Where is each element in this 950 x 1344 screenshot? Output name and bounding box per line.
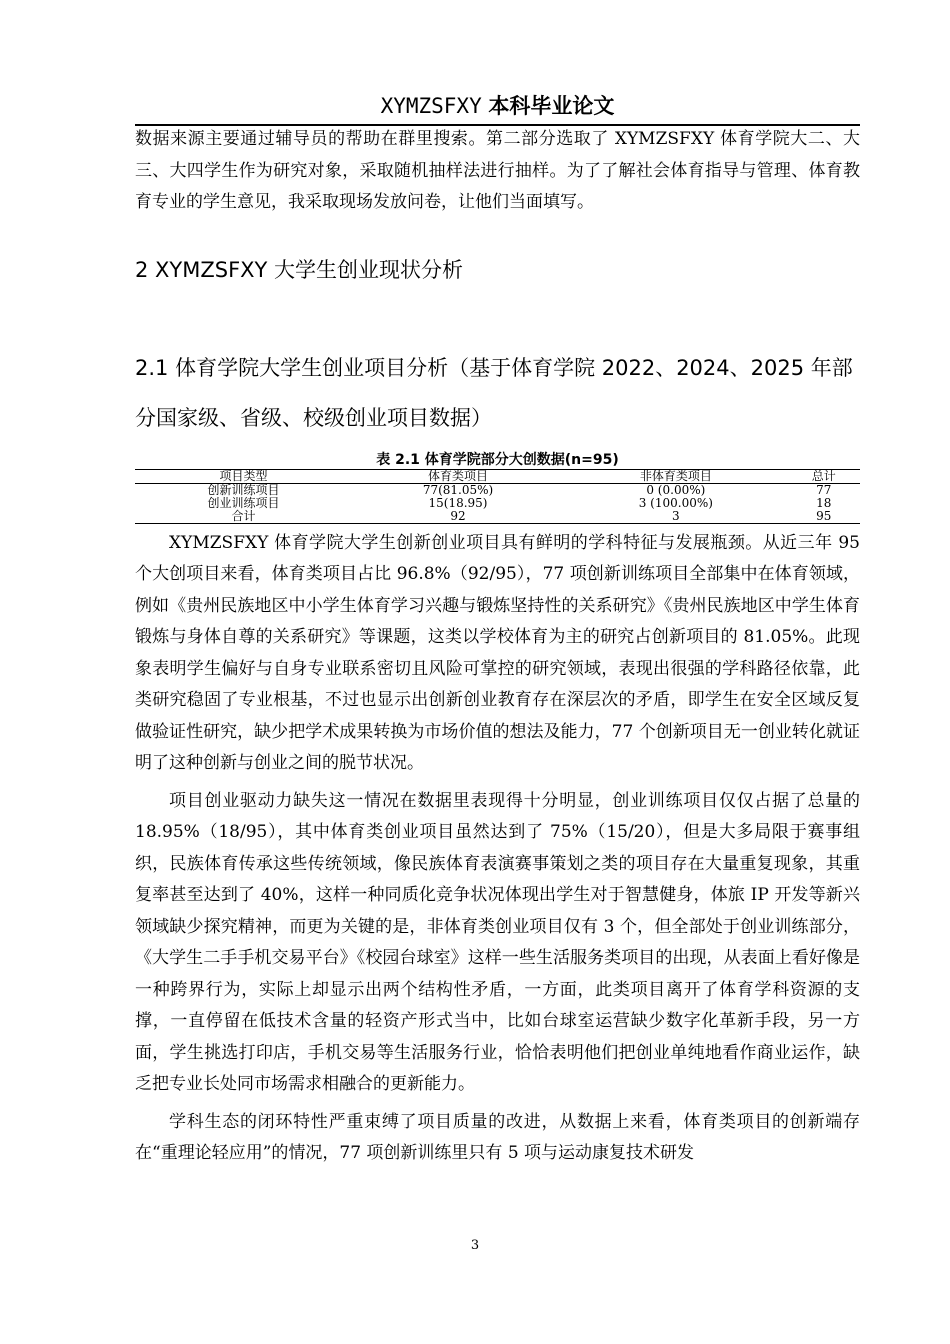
page-number: 3 — [470, 1238, 480, 1253]
table-cell: 合计 — [135, 510, 352, 524]
table-cell: 0 (0.00%) — [646, 482, 706, 497]
intro-paragraph: 数据来源主要通过辅导员的帮助在群里搜索。第二部分选取了 XYMZSFXY 体育学院大二、大三、大四学生作为研究对象，采取随机抽样法进行抽样。为了了解社会体育指导与管理、体育教育专业的学生意见，我采取现场发放问卷，让他们当面填写。 — [135, 129, 860, 212]
table-cell: 3 (100.00%) — [638, 495, 713, 510]
data-table — [135, 469, 860, 524]
col-header: 项目类型 — [135, 469, 352, 483]
page-content — [135, 124, 860, 1170]
table-header-row — [135, 469, 860, 483]
col-header: 非体育类项目 — [564, 469, 788, 483]
body-paragraph: XYMZSFXY 体育学院大学生创新创业项目具有鲜明的学科特征与发展瓶颈。从近三年 95 个大创项目来看，体育类项目占比 96.8%（92/95），77 项创新训练项目全部集中在体育领域，例如《贵州民族地区中小学生体育学习兴趣与锻炼坚持性的关系研究》《贵州民族地区中学生体育锻炼与身体自尊的关系研究》等课题，这类以学校体育为主的研究占创新项目的 81.05%。此现象表明学生偏好与自身专业联系密切且风险可掌控的研究领域，表现出很强的学科路径依靠，此类研究稳固了专业根基，不过也显示出创新创业教育存在深层次的矛盾，即学生在安全区域反复做验证性研究，缺少把学术成果转换为市场价值的想法及能力，77 个创新项目无一创业转化就证明了这种创新与创业之间的脱节状况。 — [135, 532, 860, 773]
col-header: 总计 — [788, 469, 860, 483]
table-cell: 创新训练项目 — [207, 482, 280, 497]
header-latin: XYMZSFXY — [380, 94, 482, 118]
table-cell: 创业训练项目 — [207, 495, 280, 510]
table-row — [135, 483, 860, 497]
table-cell: 92 — [352, 510, 564, 524]
section-2-1-heading: 2.1 体育学院大学生创业项目分析（基于体育学院 2022、2024、2025 年部分国家级、省级、校级创业项目数据） — [135, 355, 853, 430]
table-cell: 3 — [564, 510, 788, 524]
col-header: 体育类项目 — [352, 469, 564, 483]
body-paragraph: 项目创业驱动力缺失这一情况在数据里表现得十分明显，创业训练项目仅仅占据了总量的 18.95%（18/95），其中体育类创业项目虽然达到了 75%（15/20），但是大多局限于赛事组织，民族体育传承这些传统领域，像民族体育表演赛事策划之类的项目存在大量重复现象，其重复率甚至达到了 40%，这样一种同质化竞争状况体现出学生对于智慧健身，体旅 IP 开发等新兴领域缺少探究精神，而更为关键的是，非体育类创业项目仅有 3 个，但全部处于创业训练部分，《大学生二手手机交易平台》《校园台球室》这样一些生活服务类项目的出现，从表面上看好像是一种跨界行为，实际上却显示出两个结构性矛盾，一方面，此类项目离开了体育学科资源的支撑，一直停留在低技术含量的轻资产形式当中，比如台球室运营缺少数字化革新手段，另一方面，学生挑选打印店，手机交易等生活服务行业，恰恰表明他们把创业单纯地看作商业运作，缺乏把专业长处同市场需求相融合的更新能力。 — [135, 790, 860, 1094]
table-row — [135, 497, 860, 510]
section-2-heading: 2 XYMZSFXY 大学生创业现状分析 — [135, 257, 464, 282]
table-cell: 77(81.05%) — [422, 482, 494, 497]
table-cell: 18 — [816, 495, 832, 510]
table-cell: 15(18.95) — [428, 495, 488, 510]
table-caption: 表 2.1 体育学院部分大创数据(n=95) — [376, 451, 619, 468]
table-cell: 77 — [816, 482, 832, 497]
page-header — [135, 88, 860, 126]
table-cell: 95 — [788, 510, 860, 524]
table-row — [135, 510, 860, 524]
header-title: 本科毕业论文 — [488, 94, 615, 118]
body-paragraph: 学科生态的闭环特性严重束缚了项目质量的改进，从数据上来看，体育类项目的创新端存在“重理论轻应用”的情况，77 项创新训练里只有 5 项与运动康复技术研发 — [135, 1111, 860, 1163]
